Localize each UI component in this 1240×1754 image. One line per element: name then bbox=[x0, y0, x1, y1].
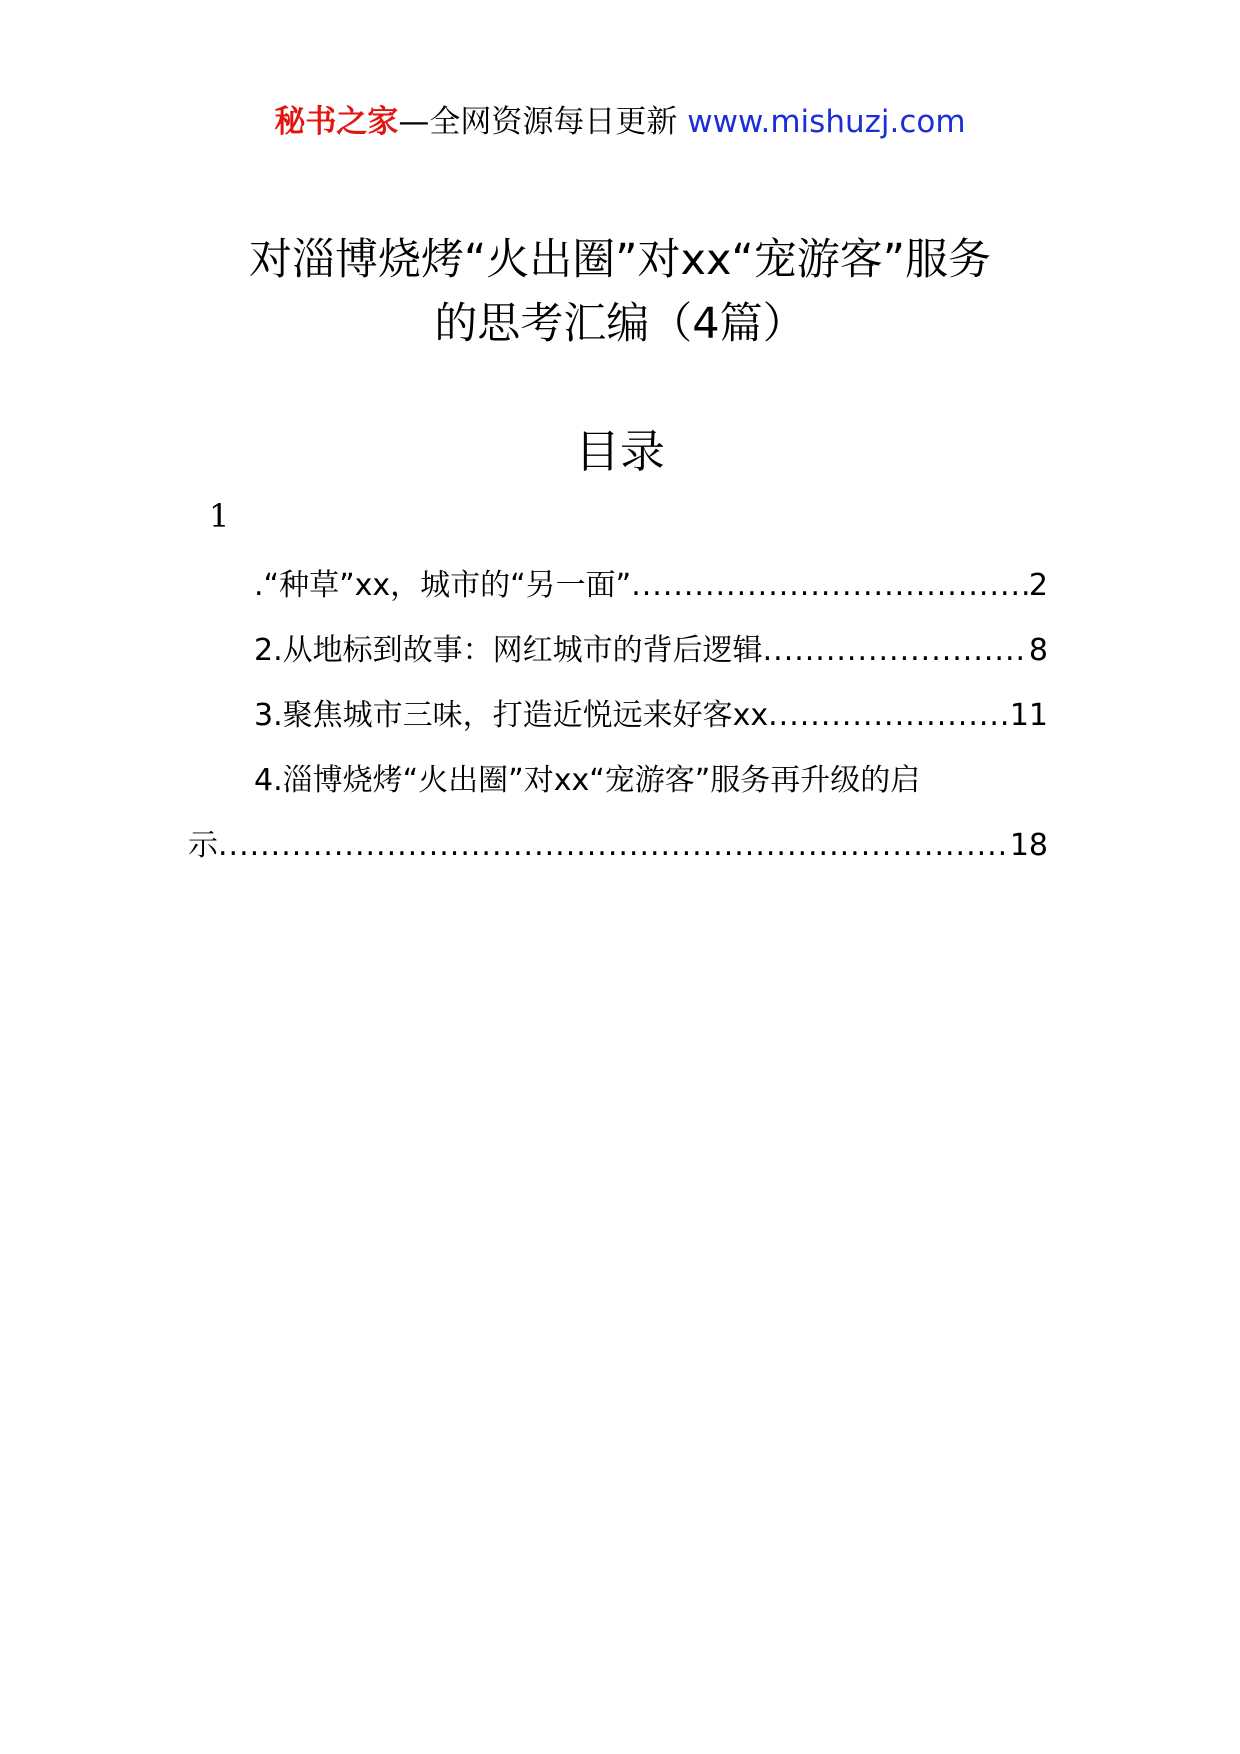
toc-leader-dots bbox=[768, 683, 1010, 748]
header-tagline: —全网资源每日更新 bbox=[398, 104, 688, 140]
document-title-line-1: 对淄博烧烤“火出圈”对xx“宠游客”服务 bbox=[248, 235, 991, 285]
toc-heading: 目录 bbox=[574, 425, 665, 478]
toc-leader-dots bbox=[631, 553, 1029, 618]
toc-entry-page: 18 bbox=[1009, 828, 1048, 863]
toc-entry-label-line-2: 示 bbox=[188, 828, 218, 863]
document-title bbox=[170, 228, 1070, 356]
toc-entry-3[interactable] bbox=[188, 683, 1048, 748]
toc-entry-2[interactable] bbox=[188, 618, 1048, 683]
toc-entry-4-continuation bbox=[188, 813, 1048, 878]
brand-name: 秘书之家 bbox=[274, 104, 399, 140]
site-header bbox=[0, 100, 1240, 144]
toc-entry-label: 3.聚焦城市三味，打造近悦远来好客xx bbox=[254, 698, 769, 733]
toc-entry-label-line-1: 4.淄博烧烤“火出圈”对xx“宠游客”服务再升级的启 bbox=[254, 763, 921, 798]
toc-entry-label: .“种草”xx，城市的“另一面” bbox=[254, 568, 632, 603]
table-of-contents bbox=[188, 553, 1048, 878]
toc-leader-dots bbox=[763, 618, 1029, 683]
toc-stray-number: 1 bbox=[209, 497, 230, 535]
toc-entry-page: 11 bbox=[1009, 698, 1048, 733]
toc-entry-1[interactable] bbox=[188, 553, 1048, 618]
toc-entry-page: 2 bbox=[1028, 568, 1048, 603]
toc-leader-dots bbox=[218, 813, 1010, 878]
toc-entry-page: 8 bbox=[1028, 633, 1048, 668]
toc-entry-4[interactable] bbox=[188, 748, 1048, 878]
site-url-link[interactable]: www.mishuzj.com bbox=[687, 104, 966, 140]
document-title-line-2: 的思考汇编（4篇） bbox=[434, 299, 806, 349]
toc-entry-label: 2.从地标到故事：网红城市的背后逻辑 bbox=[254, 633, 763, 668]
